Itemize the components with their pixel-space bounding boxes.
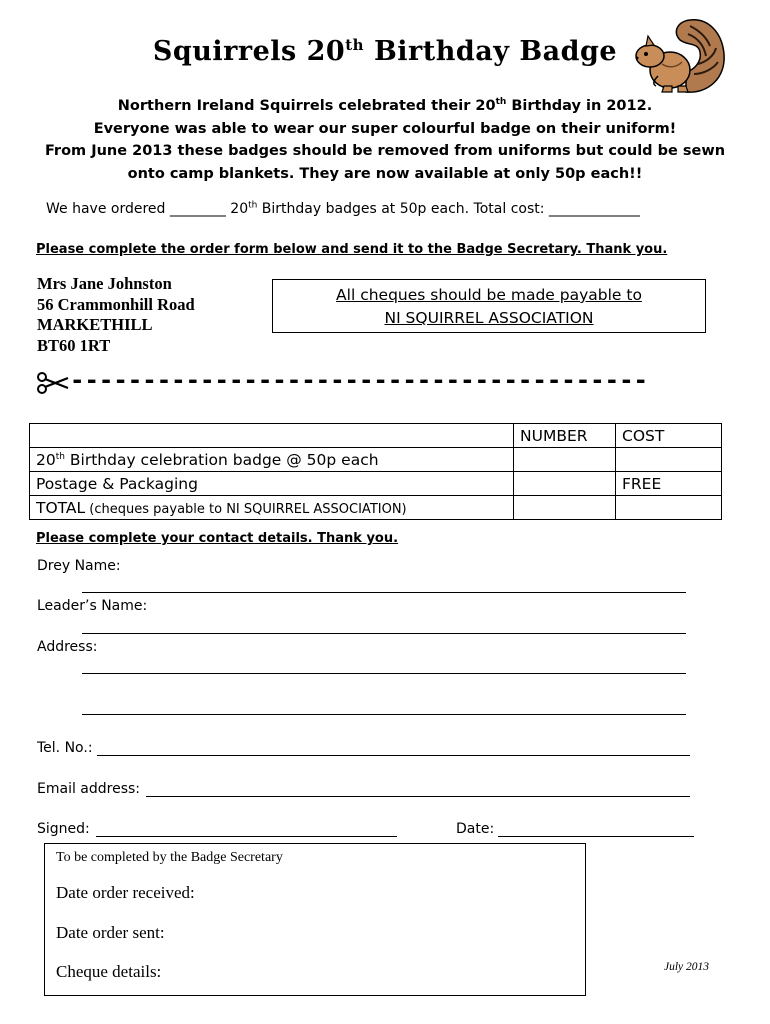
cheque-note-line-2: NI SQUIRREL ASSOCIATION [384, 309, 594, 327]
date-sent-label: Date order sent: [56, 923, 165, 942]
postage-label: Postage & Packaging [30, 472, 514, 496]
drey-name-field[interactable] [82, 592, 686, 593]
badge-item-label: 20th Birthday celebration badge @ 50p each [30, 448, 514, 472]
ordered-line[interactable]: We have ordered ________ 20th Birthday badges at 50p each. Total cost: _____________ [46, 200, 640, 217]
table-header-row [30, 424, 722, 448]
badge-cost-cell[interactable] [616, 448, 722, 472]
intro-line-2: Everyone was able to wear our super colourful badge on their uniform! [93, 120, 677, 137]
postage-number-cell[interactable] [514, 472, 616, 496]
email-field[interactable] [146, 796, 690, 797]
intro-line-1: Northern Ireland Squirrels celebrated their 20th Birthday in 2012. [117, 97, 653, 114]
footer-date: July 2013 [664, 961, 710, 973]
signature-field[interactable] [96, 836, 397, 837]
cheque-details-label: Cheque details: [56, 962, 162, 981]
address-field-1[interactable] [82, 673, 686, 674]
secretary-address [37, 274, 195, 356]
table-row [30, 472, 722, 496]
intro-line-3: From June 2013 these badges should be removed from uniforms but could be sewn [44, 143, 726, 159]
postage-cost-cell: FREE [616, 472, 722, 496]
page-title: Squirrels 20th Birthday Badge [152, 36, 618, 67]
table-row [30, 496, 722, 520]
leader-name-field[interactable] [82, 633, 686, 634]
secretary-box [44, 843, 586, 996]
total-cost-cell[interactable] [616, 496, 722, 520]
intro-line-4: onto camp blankets. They are now available at only 50p each!! [127, 165, 643, 182]
date-label: Date: [456, 821, 495, 837]
intro-text [30, 95, 740, 185]
address-town: MARKETHILL [37, 315, 153, 334]
address-name: Mrs Jane Johnston [37, 274, 172, 293]
address-field-2[interactable] [82, 714, 686, 715]
secretary-box-header: To be completed by the Badge Secretary [56, 850, 283, 865]
total-label: TOTAL (cheques payable to NI SQUIRREL ASSOCIATION) [30, 496, 514, 520]
leader-name-label: Leader’s Name: [37, 598, 148, 614]
cheque-note-line-1: All cheques should be made payable to [336, 286, 642, 304]
signed-label: Signed: [37, 821, 90, 837]
order-table [29, 423, 722, 520]
contact-instruction: Please complete your contact details. Thank you. [36, 531, 399, 546]
table-header-cost: COST [616, 424, 722, 448]
order-instruction: Please complete the order form below and send it to the Badge Secretary. Thank you. [36, 242, 668, 257]
address-postcode: BT60 1RT [37, 335, 111, 355]
drey-name-label: Drey Name: [37, 558, 121, 574]
tel-label: Tel. No.: [37, 740, 93, 756]
badge-number-cell[interactable] [514, 448, 616, 472]
scissors-icon [36, 372, 70, 394]
address-street: 56 Crammonhill Road [37, 294, 195, 314]
table-header-item [30, 424, 514, 448]
email-label: Email address: [37, 781, 141, 797]
tel-field[interactable] [97, 755, 690, 756]
date-received-label: Date order received: [56, 883, 195, 902]
address-label: Address: [37, 639, 98, 655]
table-header-number: NUMBER [514, 424, 616, 448]
table-row [30, 448, 722, 472]
date-field[interactable] [498, 836, 694, 837]
cheque-note-box [272, 279, 706, 333]
total-number-cell[interactable] [514, 496, 616, 520]
cut-line: ---------------------------------------- [70, 366, 648, 394]
